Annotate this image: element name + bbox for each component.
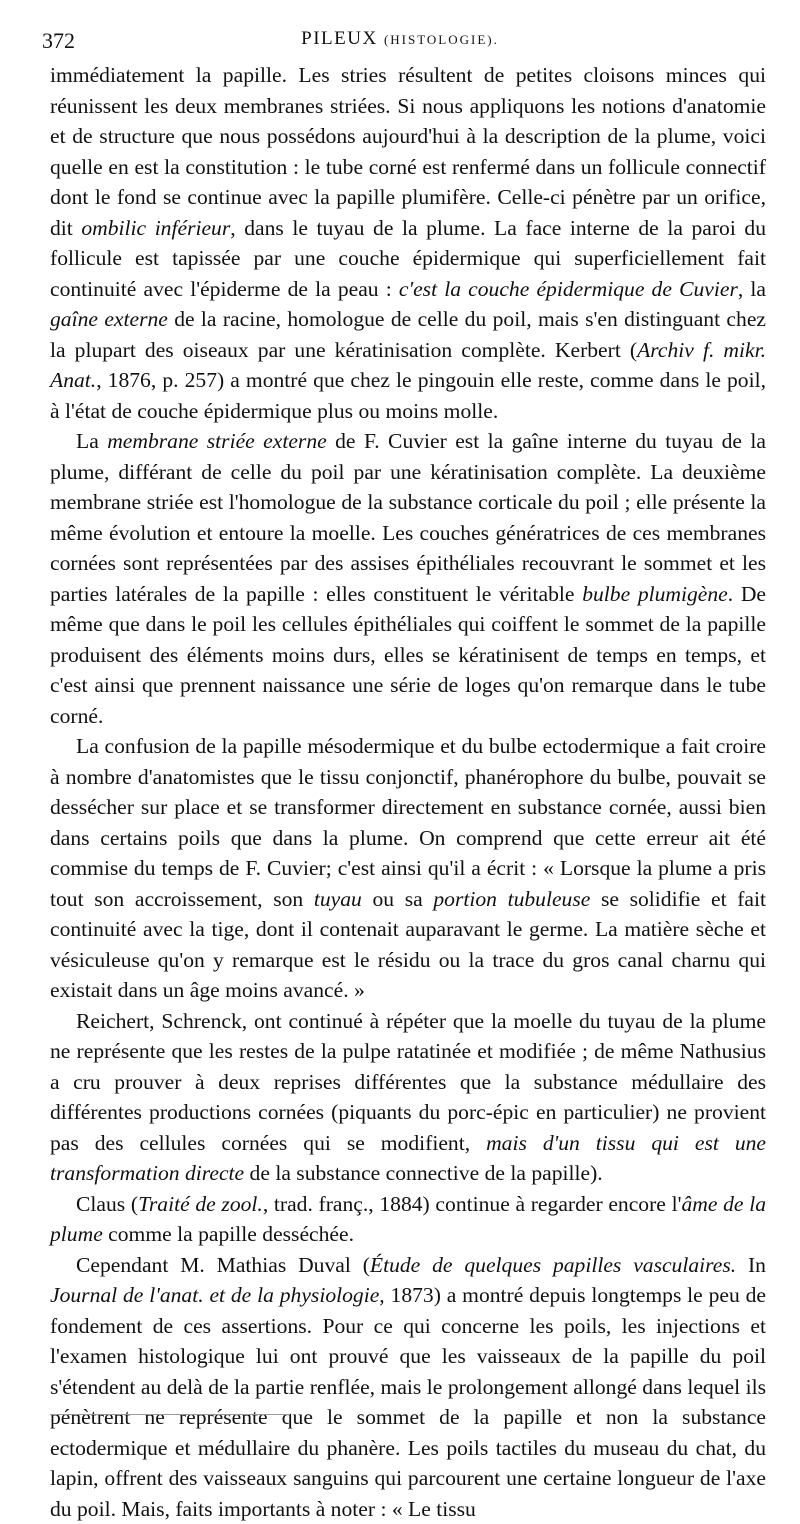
paragraph bbox=[50, 60, 766, 426]
italic-text: gaîne externe bbox=[50, 307, 168, 331]
text-run: de la racine, homologue de celle du poil, mais s'en distinguant chez la plupart des oiseaux par une kératinisation complète. Kerbert ( bbox=[50, 307, 766, 362]
italic-text: membrane striée externe bbox=[107, 429, 327, 453]
italic-text: âme de la plume bbox=[50, 1192, 766, 1247]
page-number: 372 bbox=[42, 28, 75, 54]
text-run: ou sa bbox=[362, 887, 434, 911]
text-run: de F. Cuvier est la gaîne interne du tuyau de la plume, différant de celle du poil par une kératinisation complète. La deuxième membrane striée est l'homologue de la substance corticale du poil ; elle présente la même évolution et entoure la moelle. Les couches génératrices de ces membranes cornées sont représentées par des assises épithéliales recouvrant le sommet et les parties latérales de la papille : elles constituent le véritable bbox=[50, 429, 766, 606]
running-head bbox=[42, 28, 758, 50]
text-run: Cependant M. Mathias Duval ( bbox=[76, 1253, 370, 1277]
text-run: , 1873) a montré depuis longtemps le peu de fondement de ces assertions. Pour ce qui concerne les poils, les injections et l'examen histologique lui ont prouvé que les vaisseaux de la papille du poil s'étendent au delà de la partie renflée, mais le prolongement allongé dans lequel ils pénètrent ne représente que le sommet de la papille et non la substance ectodermique et médullaire du phanère. Les poils tactiles du museau du chat, du lapin, offrent des vaisseaux sanguins qui parcourent une certaine longueur de l'axe du poil. Mais, faits importants à noter : « Le tissu bbox=[50, 1283, 766, 1521]
text-run: comme la papille desséchée. bbox=[103, 1222, 354, 1246]
italic-text: ombilic inférieur bbox=[81, 216, 230, 240]
body-text bbox=[50, 60, 766, 1524]
paragraph bbox=[50, 1250, 766, 1524]
text-run: La confusion de la papille mésodermique et du bulbe ectodermique a fait croire à nombre d'anatomistes que le tissu conjonctif, phanérophore du bulbe, pouvait se dessécher sur place et se transformer directement en substance cornée, aussi bien dans certains poils que dans la plume. On comprend que cette erreur ait été commise du temps de F. Cuvier; c'est ainsi qu'il a écrit : « Lorsque la plume a pris tout son accroissement, son bbox=[50, 734, 766, 911]
text-run: , 1876, p. 257) a montré que chez le pingouin elle reste, comme dans le poil, à l'état de couche épidermique plus ou moins molle. bbox=[50, 368, 766, 423]
running-subtitle: (HISTOLOGIE). bbox=[384, 32, 499, 47]
text-run: , trad. franç., 1884) continue à regarder encore l' bbox=[263, 1192, 682, 1216]
italic-text: Traité de zool. bbox=[138, 1192, 263, 1216]
text-run: , dans le tuyau de la plume. La face interne de la paroi du follicule est tapissée par une couche épidermique qui superficiellement fait continuité avec l'épiderme de la peau : bbox=[50, 216, 766, 301]
paragraph bbox=[50, 1189, 766, 1250]
italic-text: c'est la couche épidermique de Cuvier bbox=[399, 277, 738, 301]
paragraph bbox=[50, 731, 766, 1006]
text-run: . De même que dans le poil les cellules épithéliales qui coiffent le sommet de la papille produisent des éléments moins durs, elles se kératinisent de temps en temps, et c'est ainsi que prennent naissance une série de loges qu'on remarque dans le tube corné. bbox=[50, 582, 766, 728]
italic-text: bulbe plumigène bbox=[582, 582, 728, 606]
text-run: se solidifie et fait continuité avec la tige, dont il contenait auparavant le germe. La matière sèche et vésiculeuse qu'on y remarque est le résidu ou la trace du gros canal charnu qui existait dans un âge moins avancé. » bbox=[50, 887, 766, 1003]
text-run: In bbox=[736, 1253, 766, 1277]
text-run: , la bbox=[738, 277, 766, 301]
text-run: Reichert, Schrenck, ont continué à répéter que la moelle du tuyau de la plume ne représente que les restes de la pulpe ratatinée et modifiée ; de même Nathusius a cru prouver à deux reprises différentes que la substance médullaire des différentes productions cornées (piquants du porc-épic en particulier) ne provient pas des cellules cornées qui se modifient, bbox=[50, 1009, 766, 1155]
italic-text: tuyau bbox=[314, 887, 362, 911]
text-run: Claus ( bbox=[76, 1192, 138, 1216]
paragraph bbox=[50, 426, 766, 731]
text-run: La bbox=[76, 429, 107, 453]
footer-rule bbox=[50, 1414, 290, 1415]
text-run: de la substance connective de la papille). bbox=[244, 1161, 603, 1185]
page-header bbox=[42, 28, 758, 58]
italic-text: Journal de l'anat. et de la physiologie bbox=[50, 1283, 379, 1307]
italic-text: portion tubuleuse bbox=[433, 887, 590, 911]
italic-text: Étude de quelques papilles vasculaires. bbox=[370, 1253, 736, 1277]
paragraph bbox=[50, 1006, 766, 1189]
italic-text: mais d'un tissu qui est une transformation directe bbox=[50, 1131, 766, 1186]
italic-text: Archiv f. mikr. Anat. bbox=[50, 338, 766, 393]
text-run: immédiatement la papille. Les stries résultent de petites cloisons minces qui réunissent les deux membranes striées. Si nous appliquons les notions d'anatomie et de structure que nous possédons aujourd'hui à la description de la plume, voici quelle en est la constitution : le tube corné est renfermé dans un follicule connectif dont le fond se continue avec la papille plumifère. Celle-ci pénètre par un orifice, dit bbox=[50, 63, 766, 240]
running-title: PILEUX bbox=[301, 28, 378, 49]
